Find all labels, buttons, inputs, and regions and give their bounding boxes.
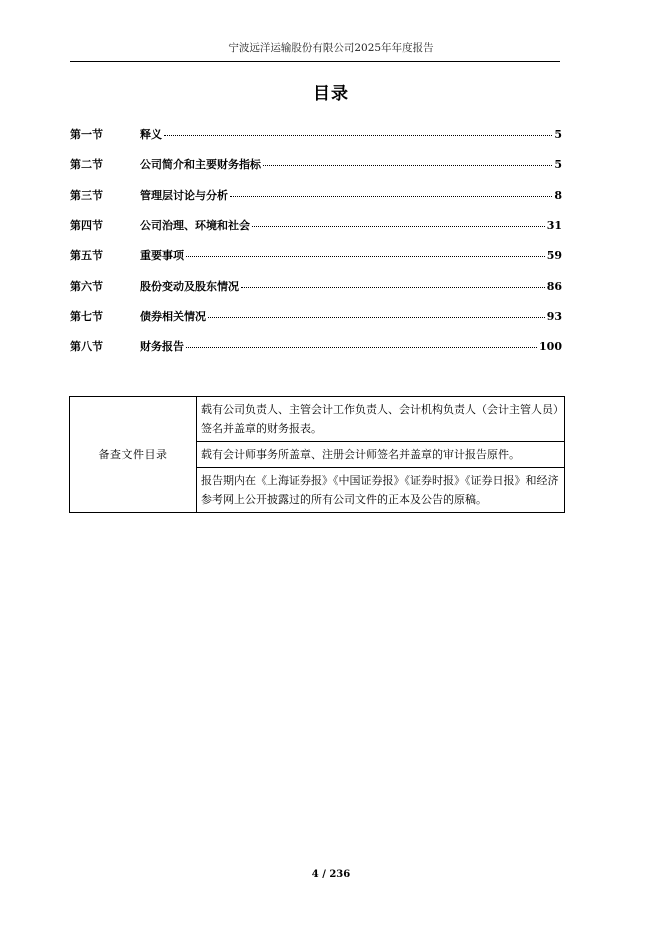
toc-dot-leader [230, 196, 552, 197]
toc-page-number: 5 [554, 128, 562, 142]
page-title: 目录 [313, 84, 349, 104]
toc-section-title: 重要事项 [140, 249, 184, 263]
reference-document-item: 载有会计师事务所盖章、注册会计师签名并盖章的审计报告原件。 [197, 442, 565, 468]
toc-section-title: 管理层讨论与分析 [140, 188, 228, 202]
reference-document-item: 报告期内在《上海证券报》《中国证券报》《证券时报》《证券日报》和经济参考网上公开披露过的所有公司文件的正本及公告的原稿。 [197, 468, 565, 513]
toc-section-number: 第二节 [70, 158, 103, 172]
toc-section-title: 公司简介和主要财务指标 [140, 158, 261, 172]
toc-dot-leader [186, 347, 537, 348]
toc-page-number: 86 [546, 279, 562, 293]
toc-section-number: 第一节 [70, 128, 103, 142]
header-divider [70, 61, 560, 62]
toc-dot-leader [252, 226, 545, 227]
table-of-contents [70, 119, 562, 361]
toc-section-number: 第六节 [70, 279, 103, 293]
toc-section-number: 第八节 [70, 340, 103, 354]
toc-section-number: 第三节 [70, 188, 103, 202]
page-header: 宁波远洋运输股份有限公司2025年年度报告 [228, 42, 434, 54]
toc-section-number: 第四节 [70, 219, 103, 233]
toc-entry-2[interactable] [70, 149, 562, 179]
toc-entry-4[interactable] [70, 210, 562, 240]
toc-page-number: 31 [546, 219, 562, 233]
toc-dot-leader [186, 256, 545, 257]
reference-documents-label: 备查文件目录 [70, 397, 197, 513]
toc-section-title: 财务报告 [140, 340, 184, 354]
toc-dot-leader [164, 135, 552, 136]
toc-entry-5[interactable] [70, 240, 562, 270]
toc-page-number: 100 [539, 340, 562, 354]
page-number-footer: 4 / 236 [311, 869, 351, 880]
reference-documents-table [69, 396, 565, 513]
toc-section-title: 股份变动及股东情况 [140, 279, 239, 293]
toc-entry-7[interactable] [70, 301, 562, 331]
toc-section-title: 债券相关情况 [140, 309, 206, 323]
toc-entry-8[interactable] [70, 331, 562, 361]
toc-page-number: 5 [554, 158, 562, 172]
toc-dot-leader [263, 165, 552, 166]
toc-page-number: 59 [546, 249, 562, 263]
toc-page-number: 93 [546, 309, 562, 323]
toc-entry-3[interactable] [70, 180, 562, 210]
toc-section-title: 公司治理、环境和社会 [140, 219, 250, 233]
toc-dot-leader [208, 317, 545, 318]
toc-page-number: 8 [554, 188, 562, 202]
toc-entry-6[interactable] [70, 270, 562, 300]
toc-entry-1[interactable] [70, 119, 562, 149]
reference-document-item: 载有公司负责人、主管会计工作负责人、会计机构负责人（会计主管人员）签名并盖章的财务报表。 [197, 397, 565, 442]
toc-dot-leader [241, 287, 545, 288]
toc-section-title: 释义 [140, 128, 162, 142]
toc-section-number: 第七节 [70, 309, 103, 323]
toc-section-number: 第五节 [70, 249, 103, 263]
